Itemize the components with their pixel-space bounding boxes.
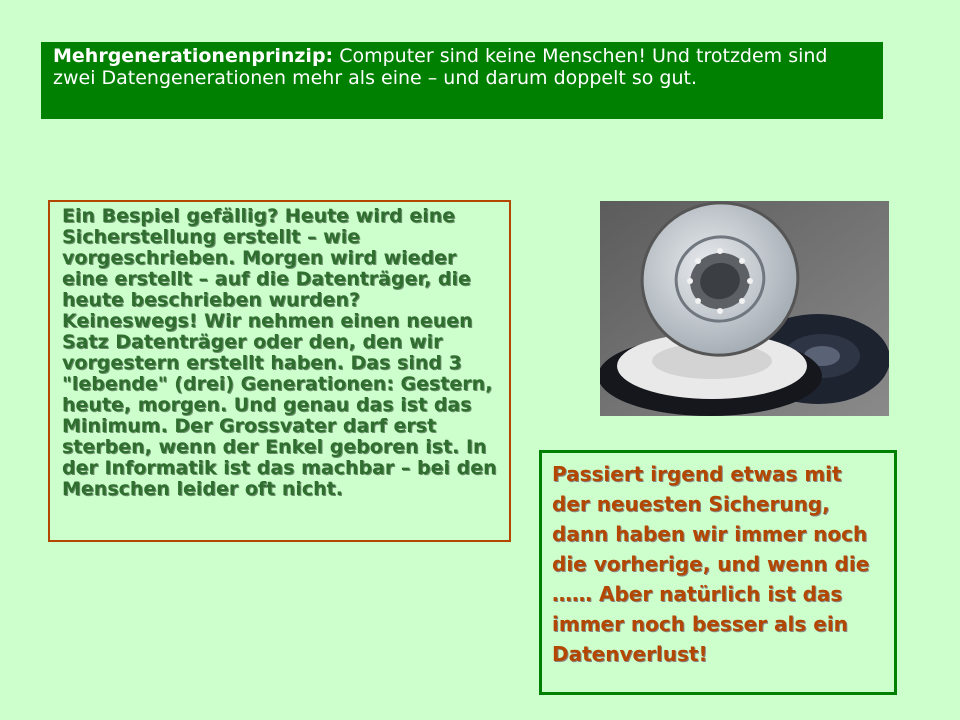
title-text: Computer sind keine Menschen! Und trotzdem sind zwei Datengenerationen mehr als eine – und darum doppelt so gut. — [53, 45, 828, 89]
title-lead: Mehrgenerationenprinzip: — [53, 45, 334, 67]
note-text-box — [539, 450, 897, 695]
note-text: Passiert irgend etwas mit der neuesten Sicherung, dann haben wir immer noch die vorherige, und wenn die …… Aber natürlich ist das immer noch besser als ein Datenverlust! — [552, 462, 870, 666]
title-banner — [41, 42, 883, 119]
tape-reel-photo — [600, 201, 889, 416]
example-text-box — [48, 200, 511, 542]
tape-reel-image — [600, 201, 889, 416]
example-text: Ein Bespiel gefällig? Heute wird eine Sicherstellung erstellt – wie vorgeschrieben. Morgen wird wieder eine erstellt – auf die Datenträger, die heute beschrieben wurden? Keineswegs! Wir nehmen einen neuen Satz Datenträger oder den, den wir vorgestern erstellt haben. Das sind 3 "lebende" (drei) Generationen: Gestern, heute, morgen. Und genau das ist das Minimum. Der Grossvater darf erst sterben, wenn der Enkel geboren ist. In der Informatik ist das machbar – bei den Menschen leider oft nicht. — [62, 205, 497, 500]
